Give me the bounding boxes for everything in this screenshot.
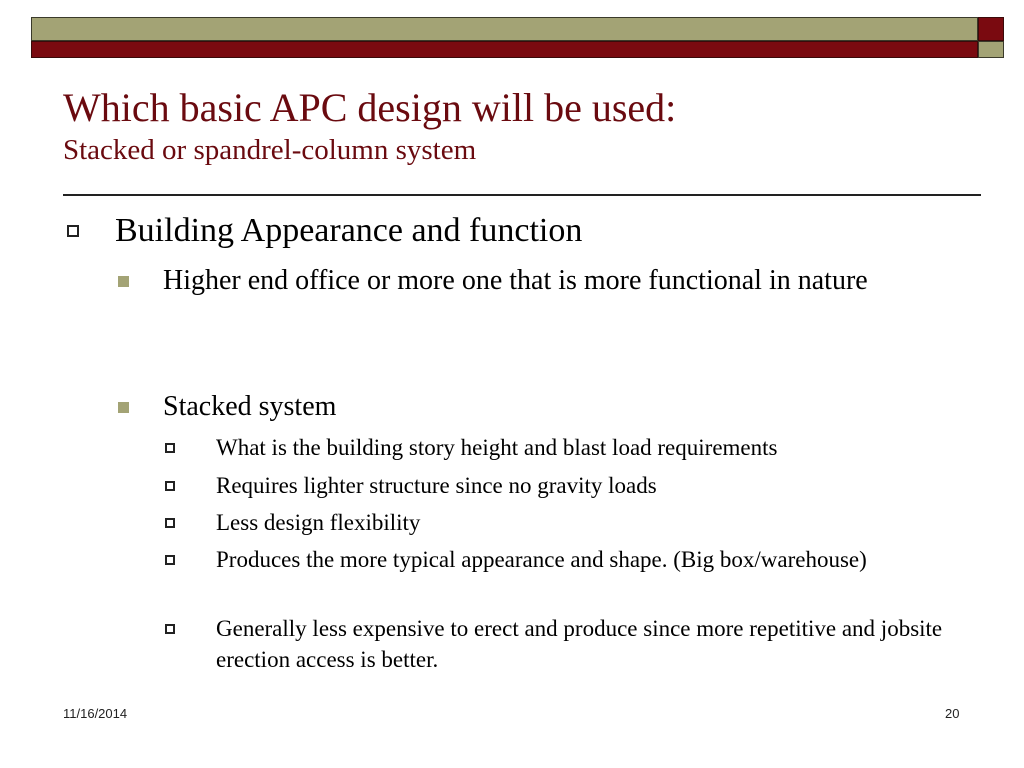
bullet-level2-item: Higher end office or more one that is more functional in nature: [163, 265, 868, 296]
slide-title: [63, 84, 983, 168]
bullet-level1: Building Appearance and function: [115, 212, 583, 249]
slide-number: 20: [945, 706, 960, 721]
hollow-square-bullet-icon: [165, 481, 175, 491]
bullet-level3-item: Produces the more typical appearance and shape. (Big box/warehouse): [216, 547, 867, 572]
slide-subtitle: Stacked or spandrel-column system: [63, 134, 477, 166]
bullet-level3-item: Generally less expensive to erect and produce since more repetitive and jobsite erection access is better.: [216, 616, 943, 672]
hollow-square-bullet-icon: [165, 555, 175, 565]
hollow-square-bullet-icon: [165, 443, 175, 453]
filled-square-bullet-icon: [118, 402, 129, 413]
hollow-square-bullet-icon: [67, 225, 79, 237]
title-divider: [63, 194, 981, 196]
bullet-level2-item: Stacked system: [163, 391, 337, 422]
header-band-olive: [31, 17, 978, 41]
bullet-level3-item: Requires lighter structure since no gravity loads: [216, 473, 657, 498]
hollow-square-bullet-icon: [165, 624, 175, 634]
footer-date: 11/16/2014: [63, 706, 128, 721]
header-corner-olive: [978, 41, 1004, 58]
bullet-level3-item: Less design flexibility: [216, 510, 421, 535]
filled-square-bullet-icon: [118, 276, 129, 287]
header-band-red: [31, 41, 978, 58]
header-corner-red: [978, 17, 1004, 41]
slide-title-main: Which basic APC design will be used:: [63, 85, 677, 130]
bullet-level3-item: What is the building story height and blast load requirements: [216, 435, 778, 460]
hollow-square-bullet-icon: [165, 518, 175, 528]
